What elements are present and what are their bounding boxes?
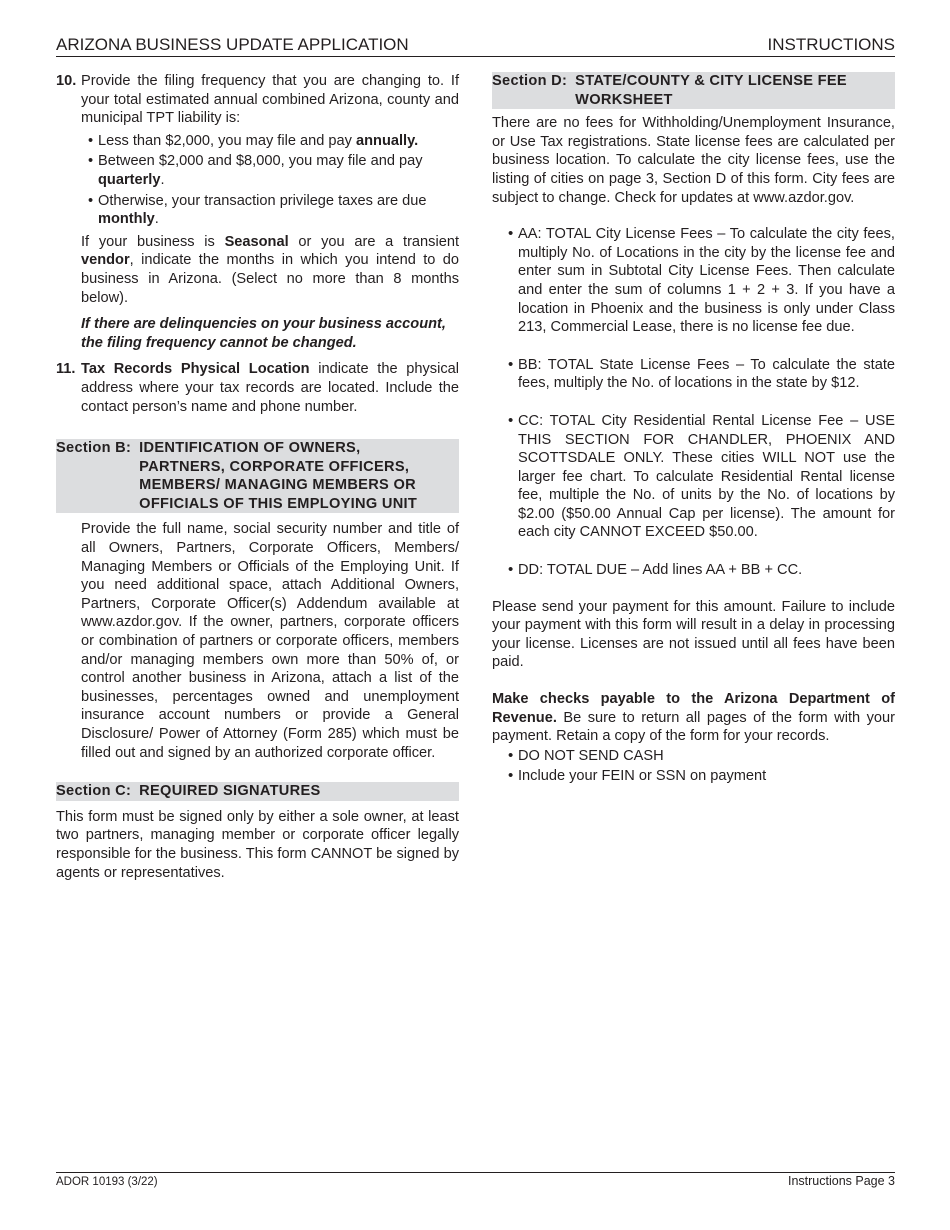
instruction-item-11 bbox=[56, 360, 459, 416]
page-number: Instructions Page 3 bbox=[787, 1174, 895, 1188]
frequency-list bbox=[81, 132, 459, 229]
section-title: IDENTIFICATION OF OWNERS, PARTNERS, CORPORATE OFFICERS, MEMBERS/ MANAGING MEMBERS OR OFFICIALS OF THIS EMPLOYING UNIT bbox=[139, 440, 418, 512]
section-title: STATE/COUNTY & CITY LICENSE FEE WORKSHEET bbox=[575, 73, 847, 108]
fee-line-list bbox=[492, 225, 895, 580]
fee-line-cc: • CC: TOTAL City Residential Rental License Fee – USE THIS SECTION FOR CHANDLER, PHOENIX AND SCOTTSDALE ONLY. These cities WILL NOT use the larger fee chart. To calculate Residential Rental license fee, multiple the No. of units by the No. of locations by $2.00 ($50.00 Annual Cap per license). The amount for each city CANNOT EXCEED $50.00. bbox=[510, 412, 895, 542]
seasonal-paragraph: If your business is Seasonal or you are a transient vendor, indicate the months in which you intend to do business in Arizona. (Select no more than 8 months below). bbox=[81, 233, 459, 306]
section-title: REQUIRED SIGNATURES bbox=[139, 783, 321, 800]
section-c-heading bbox=[56, 782, 459, 801]
section-label: Section B: bbox=[56, 440, 132, 457]
list-item: • Otherwise, your transaction privilege taxes are due monthly. bbox=[88, 192, 459, 229]
right-column bbox=[492, 72, 895, 786]
page-title: ARIZONA BUSINESS UPDATE APPLICATION bbox=[56, 35, 409, 54]
section-c-body: This form must be signed only by either a sole owner, at least two partners, managing member or corporate officer legally responsible for the business. This form CANNOT be signed by agents or representatives. bbox=[56, 808, 459, 881]
list-item: • DO NOT SEND CASH bbox=[510, 747, 895, 766]
list-item: • Between $2,000 and $8,000, you may file and pay quarterly. bbox=[88, 152, 459, 189]
section-label: Section D: bbox=[492, 73, 568, 89]
item-number: 10. bbox=[56, 73, 77, 89]
delinquency-warning: If there are delinquencies on your business account, the filing frequency cannot be changed. bbox=[81, 316, 446, 351]
instruction-item-10 bbox=[56, 72, 459, 352]
section-d-intro: There are no fees for Withholding/Unemployment Insurance, or Use Tax registrations. State license fees are calculated per business location. To calculate the city license fees, use the listing of cities on page 3, Section D of this form. City fees are subject to change. Check for updates at www.azdor.gov. bbox=[492, 115, 895, 206]
page-footer bbox=[56, 1172, 895, 1188]
section-b-body: Provide the full name, social security number and title of all Owners, Partners, Corporate Officers, Members/ Managing Members or Officials of the Employing Unit. If you need additional space, attach Additional Owners, Partners, Corporate Officer(s) Addendum available at www.azdor.gov. If the owner, partners, corporate officers or combination of partners or corporate officers, members and/or managing members own more than 50% of, or control another business in Arizona, attach a list of the businesses, percentages owned and unemployment insurance account numbers or provide a General Disclosure/ Power of Attorney (Form 285) which must be filled out and signed by an authorized corporate officer. bbox=[81, 521, 459, 761]
fee-line-bb: • BB: TOTAL State License Fees – To calculate the state fees, multiply the No. of locations in the state by $12. bbox=[510, 356, 895, 393]
list-item: • Less than $2,000, you may file and pay annually. bbox=[88, 132, 459, 151]
section-label: Section C: bbox=[56, 783, 132, 800]
item-11-text: Tax Records Physical Location indicate the physical address where your tax records are located. Include the contact person’s name and phone number. bbox=[81, 361, 460, 415]
section-b-heading bbox=[56, 439, 459, 513]
list-item: • Include your FEIN or SSN on payment bbox=[510, 767, 895, 786]
item-number: 11. bbox=[56, 361, 76, 378]
fee-line-dd: • DD: TOTAL DUE – Add lines AA + BB + CC. bbox=[510, 561, 895, 580]
checks-paragraph: Make checks payable to the Arizona Department of Revenue. Be sure to return all pages of the form with your payment. Retain a copy of the form for your records. bbox=[492, 691, 895, 745]
form-number: ADOR 10193 (3/22) bbox=[56, 1176, 158, 1188]
payment-notes-list bbox=[492, 747, 895, 786]
payment-paragraph: Please send your payment for this amount. Failure to include your payment with this form will result in a delay in processing your license. Licenses are not issued until all fees have been paid. bbox=[492, 598, 895, 671]
page-header bbox=[56, 34, 895, 57]
left-column bbox=[56, 72, 459, 882]
section-d-heading bbox=[492, 72, 895, 109]
header-section-label: INSTRUCTIONS bbox=[767, 35, 895, 54]
item-10-intro: Provide the filing frequency that you are changing to. If your total estimated annual combined Arizona, county and municipal TPT liability is: bbox=[81, 73, 459, 127]
fee-line-aa: • AA: TOTAL City License Fees – To calculate the city fees, multiply No. of Locations in the city by the license fee and enter sum in Subtotal City License Fees. Then calculate and enter the sum of columns 1 + 2 + 3. If you have a location in Phoenix and the business is only under Class 213, Commercial Lease, there is no license fee due. bbox=[510, 225, 895, 337]
